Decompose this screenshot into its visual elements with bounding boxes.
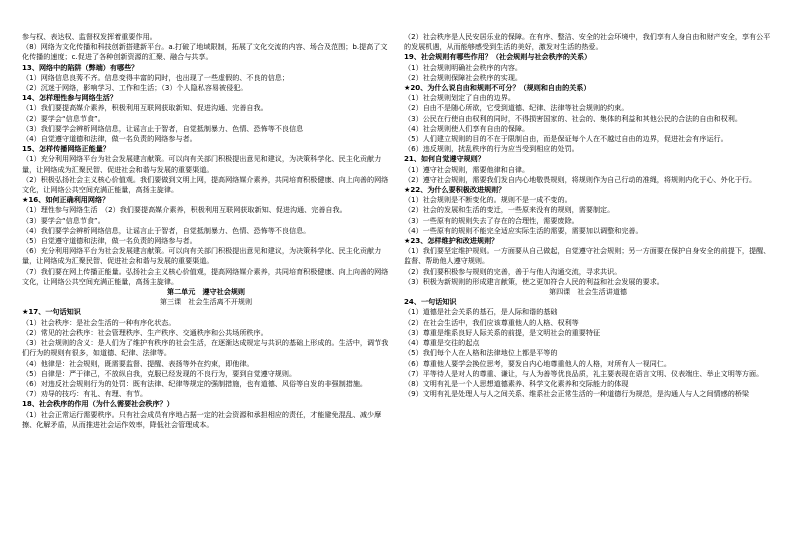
text-line: （2）遵守社会规则，需要我们发自内心地敬畏规则，将规则作为自己行动的准绳，将规则内化于心、外化于行。 <box>404 174 757 184</box>
text-line: （8）文明有礼是一个人思想道德素养、科学文化素养和交际能力的体现 <box>404 378 629 388</box>
text-line: （4）尊重是交往的起点 <box>404 338 480 348</box>
text-line: （3）我们要学会辨析网络信息，让谣言止于智者，自觉抵制暴力、色情、恐怖等不良信息 <box>22 123 304 133</box>
text-line: （9）文明有礼是处理人与人之间关系、维系社会正常生活的一种道德行为规范，是沟通人与人之间情感的桥梁 <box>404 389 750 399</box>
text-line: （1）社会规则是不断变化的。规则不是一成不变的。 <box>404 195 572 205</box>
text-line: （2）常见的社会秩序：社会管理秩序、生产秩序、交通秩序和公共场所秩序。 <box>22 327 268 337</box>
text-line: （2）沉迷于网络，影响学习、工作和生活；（3）个人隐私容易被侵犯。 <box>22 83 248 93</box>
text-line: （3）一些原有的规则失去了存在的合理性，需要废除。 <box>404 215 579 225</box>
text-line: （1）社会规则明确社会秩序的内容。 <box>404 62 523 72</box>
question-heading: ★22、为什么要积极改进规则？ <box>404 185 506 195</box>
text-line: （3）要学会“信息节食”。 <box>22 215 105 225</box>
text-line: （2）积极弘扬社会主义核心价值观。我们要做到文明上网，提高网络媒介素养，共同培育积极健康、向上向善的网络文化，让网络公共空间充满正能量，高扬主旋律。 <box>22 174 389 195</box>
question-heading: 21、如何自觉遵守规则？ <box>404 154 485 164</box>
question-heading: 18、社会秩序的作用（为什么需要社会秩序？） <box>22 399 174 409</box>
text-line: （7）劝导的技巧：有礼、有理、有节。 <box>22 389 148 399</box>
text-line: （4）我们要学会辨析网络信息，让谣言止于智者，自觉抵制暴力、色情、恐怖等不良信息。 <box>22 225 311 235</box>
lesson-title: 第四课 社会生活讲道德 <box>548 287 628 297</box>
text-line: （2）我们要积极参与规则的完善，善于与他人沟通交流，寻求共识。 <box>404 266 622 276</box>
text-line: （2）社会秩序是人民安居乐业的保障。在有序、整洁、安全的社会环境中，我们享有人身自由和财产安全，享有公平的发展机遇，从而能够感受到生活的美好，激发对生活的热爱。 <box>404 32 771 52</box>
right-column <box>404 32 772 550</box>
text-line: （7）平等待人是对人的尊重、谦让，与人为善等优良品质，礼主要表现在语言文明、仪表端庄、举止文明等方面。 <box>404 368 764 378</box>
question-heading: 13、网络中的陷阱（弊端）有哪些？ <box>22 62 139 72</box>
text-line: （1）我们要坚定维护规则。一方面要从自己做起，自觉遵守社会规则；另一方面要在保护自身安全的前提下，提醒、监督、帮助他人遵守规则。 <box>404 246 771 266</box>
text-line: （1）社会规则划定了自由的边界。 <box>404 93 515 103</box>
text-line: （6）尊重他人要学会换位思考，要发自内心地尊重他人的人格，对所有人一视同仁。 <box>404 358 671 368</box>
text-line: （4）自觉遵守道德和法律，做一名负责的网络参与者。 <box>22 134 197 144</box>
question-heading: ★17、一句话知识 <box>22 307 81 317</box>
text-line: （3）积极为新规则的形成建言献策，使之更加符合人民的利益和社会发展的要求。 <box>404 276 664 286</box>
text-line: （2）社会的发展和生活的变迁，一些原来没有的规则，需要制定。 <box>404 205 615 215</box>
question-heading: 14、怎样理性参与网络生活？ <box>22 93 117 103</box>
text-line: （2）自由不是随心所欲，它受到道德、纪律、法律等社会规则的约束。 <box>404 103 629 113</box>
question-heading: ★23、怎样维护和改进规则？ <box>404 236 499 246</box>
text-line: （4）他律是：社会规则，既需要监督、提醒、表扬等外在约束，即他律。 <box>22 358 254 368</box>
question-heading: 15、怎样传播网络正能量？ <box>22 144 110 154</box>
text-line: （1）社会正常运行需要秩序。只有社会成员有序地占据一定的社会资源和承担相应的责任，才能避免混乱、减少摩擦、化解矛盾，从而推进社会运作效率，降低社会管理成本。 <box>22 409 382 429</box>
text-line: （5）自律是：严于律己，不放纵自我，克服已经发现的不良行为，要到自觉遵守规则。 <box>22 368 297 378</box>
text-line: （6）对违反社会规则行为的处罚：既有法律、纪律等规定的强制措施，也有道德、风俗等自发的非强制措施。 <box>22 378 368 388</box>
text-line: （2）在社会生活中，我们应该尊重他人的人格、权利等 <box>404 317 579 327</box>
lesson-title: 第三课 社会生活离不开规则 <box>159 297 253 307</box>
text-line: （5）我们每个人在人格和法律地位上都是平等的 <box>404 348 558 358</box>
text-line: （1）网络信息良莠不齐。信息变得丰富的同时，也出现了一些虚假的、不良的信息； <box>22 72 289 82</box>
text-line: （1）道德是社会关系的基石，是人际和谐的基础 <box>404 307 558 317</box>
text-line: （5）自觉遵守道德和法律，做一名负责的网络参与者。 <box>22 236 197 246</box>
text-line: 参与权、表达权、监督权发挥着重要作用。 <box>22 32 157 41</box>
text-line: （3）社会规则的含义：是人们为了维护有秩序的社会生活，在逐渐达成规定与共识的基础上形成的。生活中，调节我们行为的规则有很多，如道德、纪律、法律等。 <box>22 338 389 358</box>
text-line: （3）尊重是维系良好人际关系的前提，是文明社会的重要特征 <box>404 327 601 337</box>
text-line: （1）理性参与网络生活 （2）我们要提高媒介素养，积极利用互联网获取新知、促进沟通、完善自我。 <box>22 205 347 215</box>
text-line: （1）我们要提高媒介素养，积极利用互联网获取新知、促进沟通、完善自我。 <box>22 103 268 113</box>
text-line: （4）一些原有的规则不能完全适应实际生活的需要，需要加以调整和完善。 <box>404 225 643 235</box>
question-heading: ★20、为什么说自由和规则不可分？（规则和自由的关系） <box>404 83 591 93</box>
text-line: （1）社会秩序：是社会生活的一种有序化状态。 <box>22 317 176 327</box>
text-line: （4）社会规则使人们享有自由的保障。 <box>404 123 530 133</box>
left-column <box>22 32 390 550</box>
text-line: （7）我们要在网上传播正能量。弘扬社会主义核心价值观，提高网络媒介素养，共同培育积极健康、向上向善的网络文化，让网络公共空间充满正能量，高扬主旋律。 <box>22 266 389 286</box>
text-line: （3）公民在行使自由权利的同时，不得损害国家的、社会的、集体的利益和其他公民的合法的自由和权利。 <box>404 113 742 123</box>
text-line: （1）遵守社会规则，需要他律和自律。 <box>404 164 530 174</box>
question-heading: 24、一句话知识 <box>404 297 457 307</box>
text-line: （5）人们建立规则的目的不在于限制自由，而是保证每个人在不越过自由的边界，促进社会有序运行。 <box>404 134 728 144</box>
unit-title: 第二单元 遵守社会规则 <box>166 287 246 297</box>
text-line: （1）充分利用网络平台为社会发展建言献策。可以向有关部门积极提出意见和建议，为决策科学化、民主化贡献力量，让网络成为汇聚民智、促进社会和谐与发展的重要渠道。 <box>22 154 382 174</box>
question-heading: ★16、如何正确利用网络？ <box>22 195 110 205</box>
text-line: （6）充分利用网络平台为社会发展建言献策。可以向有关部门积极提出意见和建议，为决策科学化、民主化贡献力量，让网络成为汇聚民智、促进社会和谐与发展的重要渠道。 <box>22 246 382 266</box>
question-heading: 19、社会规则有哪些作用？（社会规则与社会秩序的关系） <box>404 52 592 62</box>
text-line: （2）要学会“信息节食”。 <box>22 113 105 123</box>
text-line: （6）违反规则，扰乱秩序的行为应当受到相应的处罚。 <box>404 144 579 154</box>
text-line: （8）网络为文化传播和科技创新搭建新平台。a.打破了地域限制，拓展了文化交流的内容、场合及范围；b.提高了文化传播的速度；c.促进了各种创新资源的汇聚、融合与共享。 <box>22 42 388 62</box>
text-line: （2）社会规则保障社会秩序的实现。 <box>404 72 523 82</box>
